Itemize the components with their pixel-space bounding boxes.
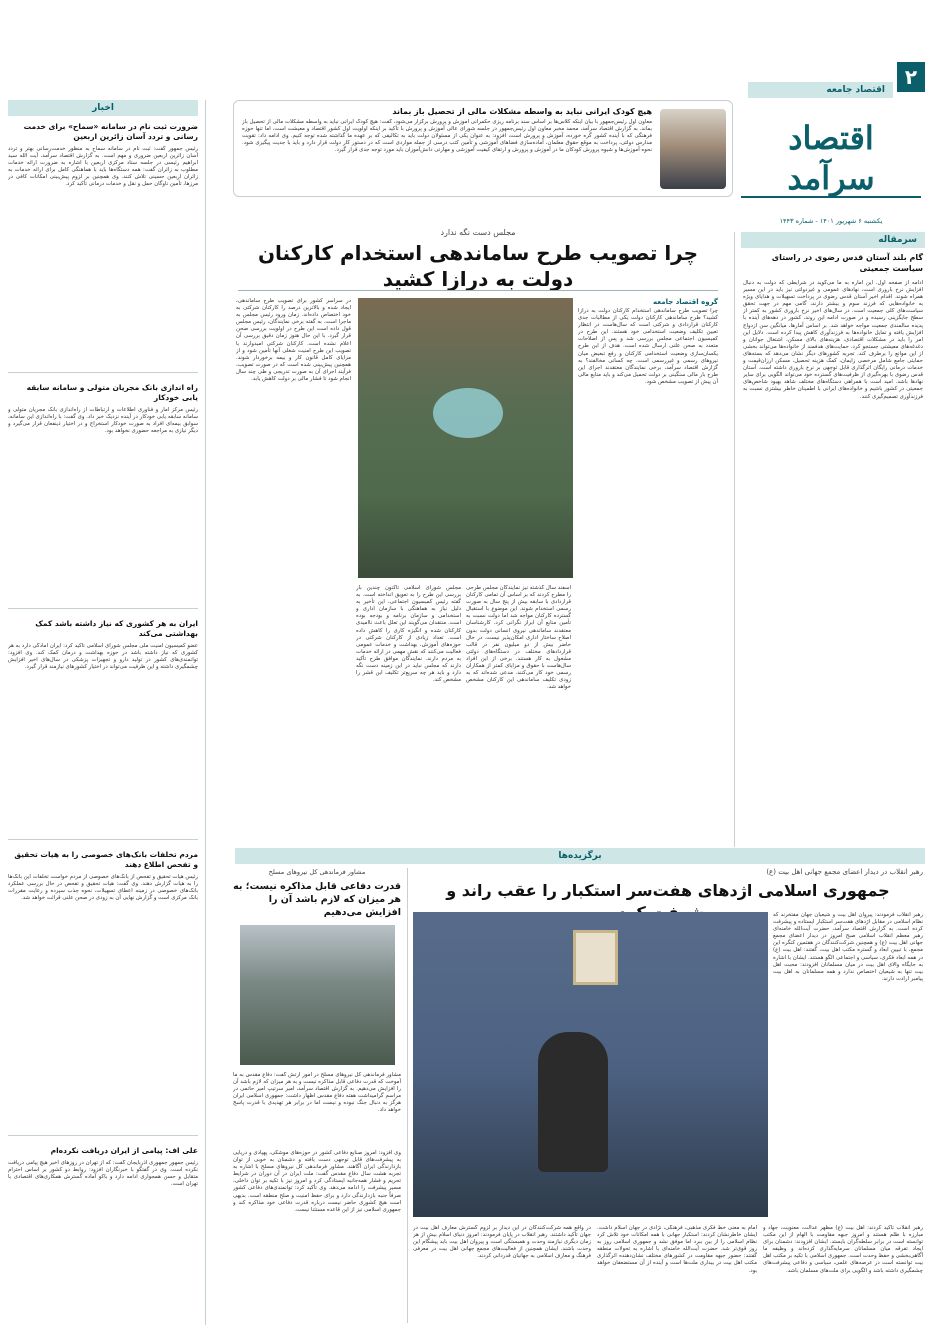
news-item — [8, 846, 198, 1136]
top-story-body: معاون اول رئیس‌جمهور با بیان اینکه کلاس‌ها بر اساس سند برنامه ریزی حکمرانی آموزش و پرورش برگزار می‌شود، گفت: هیچ کودک ایرانی نباید به واسطه مشکلات مالی از تحصیل باز بماند. به گزارش اقتصاد سرآمد، محمد مخبر معاون اول رئیس‌جمهور در جلسه شورای عالی آموزش و پرورش با تأکید بر اینکه اولویت اول کشور اقتصاد و معیشت است، اما تنها حوزه فرهنگی که با آینده کشور گره خورده، آموزش و پرورش است، افزود: به عنوان یکی از مسئولان دولت باید به تکالیفی که بر عهده ما گذاشته شده توجه کنیم. وی ادامه داد: تقویت مدارس دولتی، پرداخت به موقع حقوق معلمان، آماده‌سازی فضاهای آموزشی و تأمین کتب درسی از جمله مواردی است که در دستور کار دولت قرار دارد و باید با جدیت پیگیری شود. نحوه آموزش‌ها و شیوه پرورش کودکان ما در آموزش و پرورش و ارتقای کیفیت آموزشی و مهارتی دانش‌آموزان باید مورد توجه جدی قرار گیرد. — [242, 119, 652, 154]
side-lead: مشاور فرماندهی کل نیروهای مسلح در امور ارتش گفت: دفاع مقدس به ما آموخت که قدرت دفاعی قابل مذاکره نیست و به هر میزان که لازم باشد آن را افزایش می‌دهیم. به گزارش اقتصاد سرآمد، امیر سرتیپ امیر حاتمی در مراسم گرامیداشت هفته دفاع مقدس اظهار داشت: جمهوری اسلامی ایران هرگز به دنبال جنگ نبوده و نیست اما در برابر هر تهدیدی با قدرت پاسخ خواهد داد. — [233, 1072, 401, 1114]
main-story-headline: چرا تصویب طرح ساماندهی استخدام کارکنان دولت به درازا کشید — [257, 241, 699, 291]
page-number-badge: ۲ — [897, 62, 925, 92]
news-item — [8, 379, 198, 609]
main-story-col1: چرا تصویب طرح ساماندهی استخدام کارکنان دولت به درازا کشید؟ طرح ساماندهی کارکنان دولت یکی از مطالبات جدی کارکنان قراردادی و شرکتی است که سال‌هاست در انتظار تعیین تکلیف وضعیت استخدامی خود هستند. این طرح در کمیسیون اجتماعی مجلس بررسی شد و پس از اصلاحات متعدد به صحن علنی ارسال شده است. هدف از این طرح یکسان‌سازی وضعیت استخدامی کارکنان و رفع تبعیض میان نیروهای رسمی و غیررسمی است. چه کسانی مخالفند؟ به گزارش اقتصاد سرآمد، برخی نمایندگان معتقدند اجرای این طرح بار مالی سنگینی بر دولت تحمیل می‌کند و باید منابع مالی آن پیش از تصویب مشخص شود. — [578, 308, 718, 385]
column-headline: گام بلند آستان قدس رضوی در راستای سیاست جمعیتی — [771, 253, 923, 273]
news-item-body: رئیس جمهور گفت: ثبت نام در سامانه سماح به منظور خدمت‌رسانی بهتر و تردد آسان زائرین اربعین ضروری و مهم است. به گزارش اقتصاد سرآمد، آیت الله سید ابراهیم رئیسی در جلسه ستاد مرکزی اربعین با اشاره به ضرورت ارائه خدمات مطلوب به زائران گفت: همه دستگاه‌ها باید با هماهنگی کامل برای ارائه خدمات به زائران اربعین حسینی تلاش کنند. وی همچنین بر لزوم پیش‌بینی امکانات کافی در مرزها، تأمین ناوگان حمل و نقل و خدمات درمانی تأکید کرد. — [8, 146, 198, 188]
people-icon — [433, 388, 503, 438]
news-header: اخبار — [8, 100, 198, 116]
main-story-col2: اسفند سال گذشته نیز نمایندگان مجلس طرحی را مطرح کردند که بر اساس آن تمامی کارکنان قراردادی با سابقه بیش از پنج سال به صورت رسمی استخدام شوند. این موضوع با استقبال گسترده کارکنان مواجه شد اما دولت نسبت به تأمین منابع آن ابراز نگرانی کرد. کارشناسان معتقدند ساماندهی نیروی انسانی دولت بدون اصلاح ساختار اداری امکان‌پذیر نیست. در حال حاضر بیش از دو میلیون نفر در قالب قراردادهای مختلف در دستگاه‌های دولتی مشغول به کار هستند. برخی از این افراد سال‌هاست با حقوق و مزایای کمتر از همکاران رسمی خود کار می‌کنند. مدعی شده‌اند که به زودی تکلیف ساماندهی این کارکنان مشخص خواهد شد. — [466, 585, 571, 691]
main-story-kicker: مجلس دست نگه ندارد — [440, 228, 516, 237]
news-column — [8, 118, 198, 1323]
news-item-title: علی اف: پیامی از ایران دریافت نکرده‌ام — [50, 1146, 198, 1155]
news-item-title: مردم تخلفات بانک‌های خصوصی را به هیات تحقیق و تفحص اطلاع دهند — [14, 850, 198, 869]
main-story-photo — [358, 298, 573, 578]
main-story-rule — [238, 290, 718, 291]
featured-kicker: رهبر انقلاب در دیدار اعضای مجمع جهانی اهل بیت (ع) — [766, 868, 923, 876]
column-divider — [205, 100, 206, 1325]
main-story-col4: در سراسر کشور برای تصویب طرح ساماندهی، ایجاد شده و بالاترین درصد را کارکنان شرکتی به خود اختصاص داده‌اند. زمان ورود رئیس مجلس به ماجرا است. به گفته برخی نمایندگان، رئیس مجلس قول داده است این طرح در اولویت بررسی صحن قرار گیرد. با این حال هنوز زمان دقیق بررسی آن اعلام نشده است. کارکنان شرکتی امیدوارند با تصویب این طرح امنیت شغلی آنها تأمین شود و از مزایای کامل قانون کار و بیمه برخوردار شوند. همچنین پیش‌بینی شده است که در صورت تصویب، فرآیند اجرای آن به صورت تدریجی و طی چند سال انجام شود تا فشار مالی بر دولت کاهش یابد. — [236, 298, 351, 383]
news-item-body: رئیس مرکز آمار و فناوری اطلاعات و ارتباطات از راه‌اندازی بانک مجریان متولی و سامانه سابقه یابی خودکار در آینده نزدیک خبر داد. وی گفت: با راه‌اندازی این سامانه، سوابق بیمه‌ای افراد به صورت خودکار استخراج و در اختیار ذینفعان قرار می‌گیرد و دیگر نیازی به مراجعه حضوری نخواهد بود. — [8, 407, 198, 435]
logo: اقتصاد سرآمد — [741, 118, 921, 198]
column-divider — [734, 232, 735, 847]
column-header: سرمقاله — [741, 232, 925, 248]
lead-source: گروه اقتصاد جامعه — [653, 298, 718, 306]
news-item-title: ایران به هر کشوری که نیاز داشته باشد کمک بهداشتی می‌کند — [35, 619, 198, 638]
news-item-body: عضو کمیسیون امنیت ملی مجلس شورای اسلامی تأکید کرد: ایران آمادگی دارد به هر کشوری که نیاز داشته باشد در حوزه بهداشت و درمان کمک کند. وی افزود: توانمندی‌های کشور در تولید دارو و تجهیزات پزشکی در سال‌های اخیر افزایش چشمگیری داشته و این ظرفیت می‌تواند در اختیار کشورهای نیازمند قرار گیرد. — [8, 643, 198, 671]
section-label: اقتصاد جامعه — [748, 82, 893, 98]
speaker-figure — [538, 1032, 608, 1172]
featured-col2: امام به معنی خط فکری مذهبی، فرهنگی، نژادی در جهان اسلام داشت. ایشان خاطرنشان کردند: استکبار جهانی با همه امکانات خود تلاش کرد نظام اسلامی را از بین ببرد اما موفق نشد و جمهوری اسلامی روز به روز قوی‌تر شد. حضرت آیت‌الله خامنه‌ای با اشاره به تحولات منطقه گفتند: حضور جبهه مقاومت در کشورهای مختلف نشان‌دهنده اثرگذاری مکتب اهل بیت در بیداری ملت‌ها است و آینده از آن مستضعفان خواهد بود. — [597, 1225, 757, 1274]
side-kicker: مشاور فرماندهی کل نیروهای مسلح — [268, 868, 366, 876]
featured-lead: رهبر انقلاب فرمودند: پیروان اهل بیت و شیعیان جهان مفتخرند که نظام اسلامی در مقابل اژدهای هفت‌سر استکبار ایستاده و پیشرفت کرده است. به گزارش اقتصاد سرآمد، حضرت آیت‌الله خامنه‌ای رهبر معظم انقلاب اسلامی صبح امروز در دیدار اعضای مجمع جهانی اهل بیت (ع) و همچنین شرکت‌کنندگان در هفتمین کنگره این مجمع، با تبیین ابعاد و گستره مکتب اهل بیت، گفتند: اهل بیت (ع) در همه ابعاد فکری، سیاسی و اجتماعی الگو هستند. ایشان با اشاره به جایگاه والای اهل بیت در میان مسلمانان افزودند: محبت اهل بیت تنها به شیعیان اختصاص ندارد و همه مسلمانان به اهل بیت پیامبر ارادت دارند. — [773, 912, 923, 982]
top-story-box — [233, 100, 733, 197]
featured-header: برگزیده‌ها — [235, 848, 925, 864]
featured-col1: رهبر انقلاب تأکید کردند: اهل بیت (ع) مظهر عدالت، معنویت، جهاد و مبارزه با ظلم هستند و امروز جبهه مقاومت با الهام از این مکتب توانسته است در برابر سلطه‌گران بایستد. ایشان افزودند: دشمنان برای ایجاد تفرقه میان مسلمانان سرمایه‌گذاری کرده‌اند و وظیفه ما آگاهی‌بخشی و حفظ وحدت است. جمهوری اسلامی با تکیه بر مکتب اهل بیت توانسته است در عرصه‌های علمی، سیاسی و دفاعی پیشرفت‌های چشمگیری داشته باشد و الگویی برای ملت‌های مسلمان باشد. — [763, 1225, 923, 1274]
news-item — [8, 118, 198, 373]
featured-headline: جمهوری اسلامی اژدهای هفت‌سر استکبار را عقب راند و — [446, 881, 890, 900]
main-story-col3: مجلس شورای اسلامی تاکنون چندین بار بررسی این طرح را به تعویق انداخته است. به گفته رئیس کمیسیون اجتماعی، این تأخیر به دلیل نیاز به هماهنگی با سازمان اداری و استخدامی و سازمان برنامه و بودجه بوده است. منتقدان می‌گویند این تعلل باعث ناامیدی کارکنان شده و انگیزه کاری را کاهش داده است. تعداد زیادی از کارکنان شرکتی در حوزه‌های آموزش، بهداشت و خدمات عمومی فعالیت می‌کنند که نقش مهمی در ارائه خدمات به مردم دارند. نمایندگان موافق طرح تأکید دارند که مجلس نباید در این زمینه دست نگه دارد و باید هر چه سریع‌تر تکلیف این قشر را مشخص کند. — [356, 585, 461, 684]
news-item-title: ضرورت ثبت نام در سامانه «سماح» برای خدمت رسانی و تردد آسان زائرین اربعین — [23, 122, 198, 141]
top-story-headline: هیچ کودک ایرانی نباید به واسطه مشکلات مالی از تحصیل باز بماند — [392, 107, 652, 116]
featured-photo — [413, 912, 768, 1217]
news-item-body: رئیس جمهور جمهوری آذربایجان گفت: که از تهران در روزهای اخیر هیچ پیامی دریافت نکرده است. وی در گفتگو با خبرنگاران افزود: روابط دو کشور بر اساس احترام متقابل و حسن همجواری ادامه دارد و باکو آماده گسترش همکاری‌های اقتصادی با تهران است. — [8, 1160, 198, 1188]
date-line: یکشنبه ۶ شهریور ۱۴۰۱ - شماره ۱۴۴۳ — [779, 217, 883, 225]
featured-col3: در واقع همه شرکت‌کنندگان در این دیدار بر لزوم گسترش معارف اهل بیت در جهان تأکید داشتند. رهبر انقلاب در پایان فرمودند: امروز دنیای اسلام بیش از هر زمان دیگری نیازمند وحدت و همبستگی است و پیروان اهل بیت باید پیشگام این وحدت باشند. ایشان همچنین از فعالیت‌های مجمع جهانی اهل بیت در معرفی فرهنگ و معارف اسلامی به جهانیان قدردانی کردند. — [413, 1225, 591, 1260]
portrait-frame — [573, 930, 618, 985]
side-body: وی افزود: امروز صنایع دفاعی کشور در حوزه‌های موشکی، پهپادی و دریایی به پیشرفت‌های قابل توجهی دست یافته و دشمنان به خوبی از توان بازدارندگی ایران آگاهند. مشاور فرماندهی کل نیروهای مسلح با اشاره به تجربه هشت سال دفاع مقدس گفت: ملت ایران در آن دوران در شرایط تحریم و فشار همه‌جانبه ایستادگی کرد و امروز نیز با تکیه بر توان داخلی، مسیر پیشرفت را ادامه می‌دهد. وی تأکید کرد: توانمندی‌های دفاعی کشور صرفاً جنبه بازدارندگی دارد و برای حفظ امنیت و صلح منطقه است. بدیهی است هیچ کشوری حاضر نیست درباره قدرت دفاعی خود مذاکره کند و جمهوری اسلامی نیز از این قاعده مستثنا نیست. — [233, 1150, 401, 1213]
column-body: ادامه از صفحه اول. این اماره به ما می‌گوید در شرایطی که دولت به دنبال افزایش نرخ باروری است، نهادهای عمومی و غیردولتی نیز باید در این مسیر همراه شوند. اقدام اخیر آستان قدس رضوی در پرداخت تسهیلات و هدایای ویژه به خانواده‌هایی که فرزند سوم و بیشتر دارند، گامی مهم در جهت تحقق سیاست‌های کلی جمعیت است. در سال‌های اخیر نرخ باروری کشور به کمتر از سطح جایگزینی رسیده و در صورت ادامه این روند، کشور در دهه‌های آینده با پدیده سالمندی جمعیت مواجه خواهد شد. بر اساس آمارها، میانگین سن ازدواج افزایش یافته و تمایل خانواده‌ها به فرزندآوری کاهش پیدا کرده است. دلایل این امر را باید در مشکلات اقتصادی، هزینه‌های بالای مسکن، اشتغال جوانان و دغدغه‌های معیشتی جستجو کرد. حمایت‌های هدفمند از خانواده‌ها می‌تواند بخشی از این موانع را برطرف کند. تجربه کشورهای دیگر نشان می‌دهد که بسته‌های حمایتی جامع شامل مرخصی زایمان، کمک هزینه تحصیل، مسکن ارزان‌قیمت و خدمات درمانی رایگان اثرگذاری قابل توجهی بر نرخ باروری داشته است. آستان قدس رضوی با بهره‌گیری از ظرفیت‌های گسترده خود می‌تواند الگویی برای سایر نهادها باشد. امید است با همراهی دستگاه‌های مختلف شاهد بهبود شاخص‌های جمعیتی در کشور باشیم و خانواده‌های ایرانی با اطمینان خاطر بیشتری نسبت به فرزندآوری تصمیم‌گیری کنند. — [743, 280, 923, 400]
side-headline: قدرت دفاعی قابل مذاکره نیست؛ به هر میزان که لازم باشد آن را افزایش می‌دهیم — [233, 881, 401, 918]
news-item — [8, 615, 198, 840]
news-item — [8, 1142, 198, 1312]
news-item-body: رئیس هیات تحقیق و تفحص از بانک‌های خصوصی از مردم خواست تخلفات این بانک‌ها را به هیات گزارش دهند. وی گفت: هیات تحقیق و تفحص در حال بررسی عملکرد بانک‌های خصوصی در زمینه اعطای تسهیلات، نحوه جذب سپرده و رعایت مقررات بانک مرکزی است و گزارش نهایی آن به زودی در صحن علنی قرائت خواهد شد. — [8, 874, 198, 902]
side-photo — [240, 925, 395, 1065]
news-item-title: راه اندازی بانک مجریان متولی و سامانه سابقه یابی خودکار — [26, 383, 198, 402]
top-story-photo — [660, 109, 726, 189]
column-divider — [407, 868, 408, 1323]
